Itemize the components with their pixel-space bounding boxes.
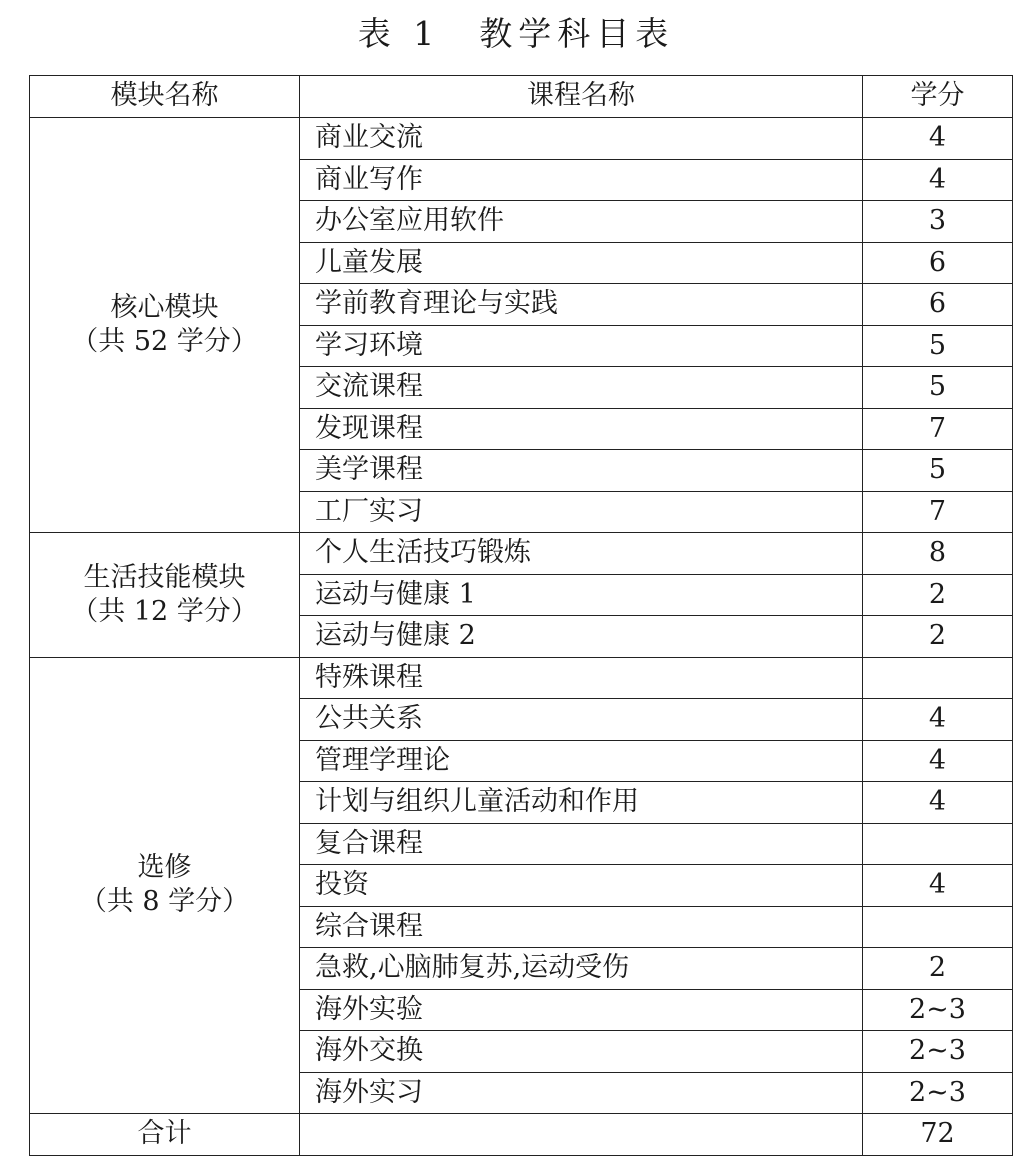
course-credit: 4 — [863, 865, 1013, 907]
module-subtotal: （共 52 学分） — [71, 326, 258, 357]
course-credit: 6 — [863, 284, 1013, 326]
course-name: 海外实验 — [300, 989, 863, 1031]
module-cell — [30, 657, 300, 1114]
table-row — [30, 118, 1013, 160]
module-cell — [30, 533, 300, 658]
course-credit: 3 — [863, 201, 1013, 243]
course-credit: 2 — [863, 574, 1013, 616]
module-name: 生活技能模块 — [83, 561, 246, 593]
course-name: 海外实习 — [300, 1072, 863, 1114]
table-row — [30, 533, 1013, 575]
table-title: 表 1 教学科目表 — [357, 14, 675, 53]
table-body — [30, 118, 1013, 1156]
course-name: 运动与健康 2 — [300, 616, 863, 658]
course-name: 儿童发展 — [300, 242, 863, 284]
course-credit: 4 — [863, 159, 1013, 201]
course-name: 综合课程 — [300, 906, 863, 948]
module-cell — [30, 118, 300, 533]
course-credit — [863, 906, 1013, 948]
course-name: 商业交流 — [300, 118, 863, 160]
course-name: 运动与健康 1 — [300, 574, 863, 616]
course-credit: 4 — [863, 699, 1013, 741]
course-name: 计划与组织儿童活动和作用 — [300, 782, 863, 824]
course-name: 学习环境 — [300, 325, 863, 367]
course-name: 交流课程 — [300, 367, 863, 409]
total-credit: 72 — [863, 1114, 1013, 1156]
course-credit: 2~3 — [863, 1072, 1013, 1114]
course-name: 办公室应用软件 — [300, 201, 863, 243]
course-credit: 5 — [863, 325, 1013, 367]
course-credit: 4 — [863, 782, 1013, 824]
course-credit — [863, 657, 1013, 699]
course-credit: 5 — [863, 450, 1013, 492]
course-credit — [863, 823, 1013, 865]
course-credit: 8 — [863, 533, 1013, 575]
course-name: 复合课程 — [300, 823, 863, 865]
header-module: 模块名称 — [30, 76, 300, 118]
course-credit: 7 — [863, 491, 1013, 533]
table-row — [30, 657, 1013, 699]
course-credit: 2 — [863, 616, 1013, 658]
course-credit: 5 — [863, 367, 1013, 409]
course-name: 公共关系 — [300, 699, 863, 741]
module-name: 核心模块 — [110, 292, 219, 323]
course-name: 管理学理论 — [300, 740, 863, 782]
course-credit: 4 — [863, 118, 1013, 160]
course-name: 投资 — [300, 865, 863, 907]
total-course — [300, 1114, 863, 1156]
course-name: 急救,心脑肺复苏,运动受伤 — [300, 948, 863, 990]
course-table — [29, 75, 1013, 1156]
course-credit: 4 — [863, 740, 1013, 782]
course-name: 发现课程 — [300, 408, 863, 450]
course-name: 工厂实习 — [300, 491, 863, 533]
course-credit: 2~3 — [863, 1031, 1013, 1073]
course-credit: 2 — [863, 948, 1013, 990]
course-credit: 7 — [863, 408, 1013, 450]
header-course: 课程名称 — [300, 76, 863, 118]
course-name: 商业写作 — [300, 159, 863, 201]
course-name: 学前教育理论与实践 — [300, 284, 863, 326]
module-name: 选修 — [137, 852, 192, 884]
total-label: 合计 — [30, 1114, 300, 1156]
course-name: 特殊课程 — [300, 657, 863, 699]
module-subtotal: （共 12 学分） — [71, 595, 258, 627]
total-row — [30, 1114, 1013, 1156]
header-row — [30, 76, 1013, 118]
header-credit: 学分 — [863, 76, 1013, 118]
course-name: 海外交换 — [300, 1031, 863, 1073]
module-subtotal: （共 8 学分） — [79, 886, 250, 918]
course-credit: 2~3 — [863, 989, 1013, 1031]
course-name: 个人生活技巧锻炼 — [300, 533, 863, 575]
course-name: 美学课程 — [300, 450, 863, 492]
course-credit: 6 — [863, 242, 1013, 284]
